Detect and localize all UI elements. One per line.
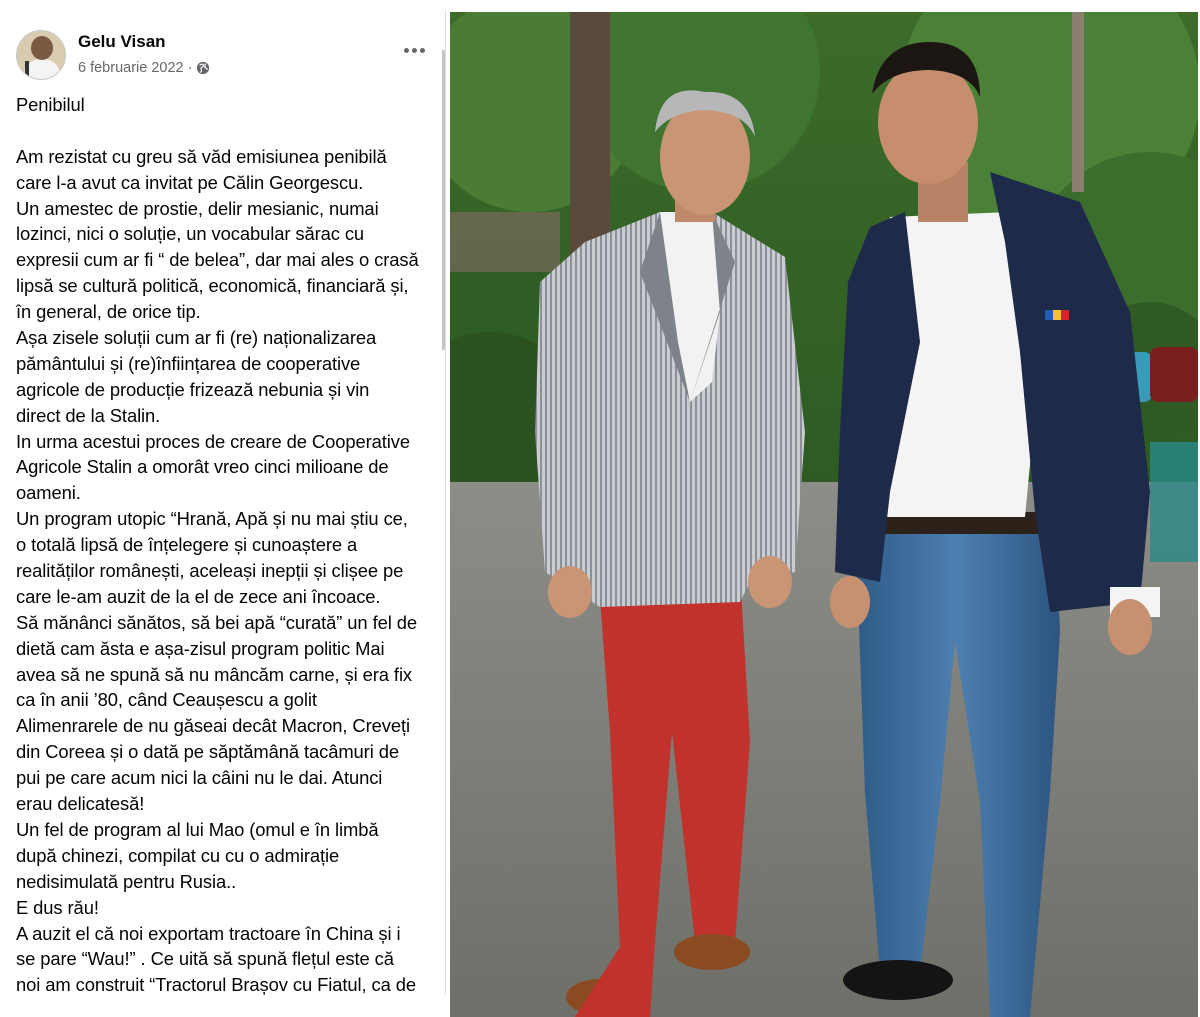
post-line: Alimenrarele de nu găseai decât Macron, Creveți: [16, 715, 410, 737]
post-line: în general, de orice tip.: [16, 301, 201, 323]
post-line: din Coreea și o dată pe săptămână tacâmuri de: [16, 741, 399, 763]
post-line: Un program utopic “Hrană, Apă și nu mai știu ce,: [16, 508, 408, 530]
post-line: ca în anii ’80, când Ceaușescu a golit: [16, 689, 317, 711]
post-line: lozinci, nici o soluție, un vocabular sărac cu: [16, 223, 365, 245]
post-line: nedisimulată pentru Rusia..: [16, 870, 237, 892]
post-line: Agricole Stalin a omorât vreo cinci milioane de: [16, 456, 389, 478]
post-line: Am rezistat cu greu să văd emisiunea penibilă: [16, 145, 387, 167]
post-line: dietă cam ăsta e așa-zisul program politic Mai: [16, 637, 385, 659]
meta-separator: ·: [187, 60, 193, 76]
post-line: o totală lipsă de înțelegere și cunoaștere a: [16, 534, 358, 556]
post-line: noi am construit “Tractorul Brașov cu Fiatul, ca de: [16, 974, 416, 995]
author-name[interactable]: Gelu Visan: [78, 32, 166, 51]
post-line: In urma acestui proces de creare de Cooperative: [16, 430, 410, 452]
post-text: [16, 92, 444, 995]
post-line: lipsă se cultură politică, economică, financiară și,: [16, 275, 409, 297]
post-line: agricole de producție frizează nebunia și vin: [16, 378, 370, 400]
avatar[interactable]: [16, 30, 66, 80]
post-line: expresii cum ar fi “ de belea”, dar mai ales o crasă: [16, 249, 419, 271]
post-date[interactable]: 6 februarie 2022: [78, 60, 184, 76]
post-photo[interactable]: [450, 12, 1198, 1017]
scrollbar[interactable]: [442, 50, 445, 350]
post-line: pământului și (re)înființarea de cooperative: [16, 352, 361, 374]
post-line: A auzit el că noi exportam tractoare în China și i: [16, 922, 401, 944]
post-line: Un fel de program al lui Mao (omul e în limbă: [16, 818, 379, 840]
post-line: Un amestec de prostie, delir mesianic, numai: [16, 197, 379, 219]
post-line: care le-am auzit de la el de zece ani încoace.: [16, 585, 381, 607]
post-line: Așa zisele soluții cum ar fi (re) naționalizarea: [16, 327, 377, 349]
post-line: pui pe care acum nici la câini nu le dai. Atunci: [16, 767, 383, 789]
post-meta: [78, 60, 210, 76]
post-line: Să mănânci sănătos, să bei apă “curată” un fel de: [16, 611, 417, 633]
more-options-icon[interactable]: [400, 40, 428, 60]
post-title: Penibilul: [16, 94, 85, 115]
post-line: oameni.: [16, 482, 81, 504]
post-line: erau delicatesă!: [16, 793, 145, 815]
post-line: E dus rău!: [16, 896, 99, 918]
post-line: care l-a avut ca invitat pe Călin Georgescu.: [16, 171, 364, 193]
facebook-post: [0, 10, 446, 995]
post-lines: [16, 144, 444, 995]
post-line: se pare “Wau!” . Ce uită să spună flețul este că: [16, 948, 394, 970]
post-header: [16, 30, 436, 90]
post-line: direct de la Stalin.: [16, 404, 161, 426]
post-line: avea să ne spună să nu mâncăm carne, și era fix: [16, 663, 413, 685]
post-line: realităților românești, aceleași inepții și clișee pe: [16, 560, 404, 582]
globe-icon[interactable]: [196, 61, 210, 75]
post-line: după chinezi, compilat cu cu o admirație: [16, 844, 340, 866]
